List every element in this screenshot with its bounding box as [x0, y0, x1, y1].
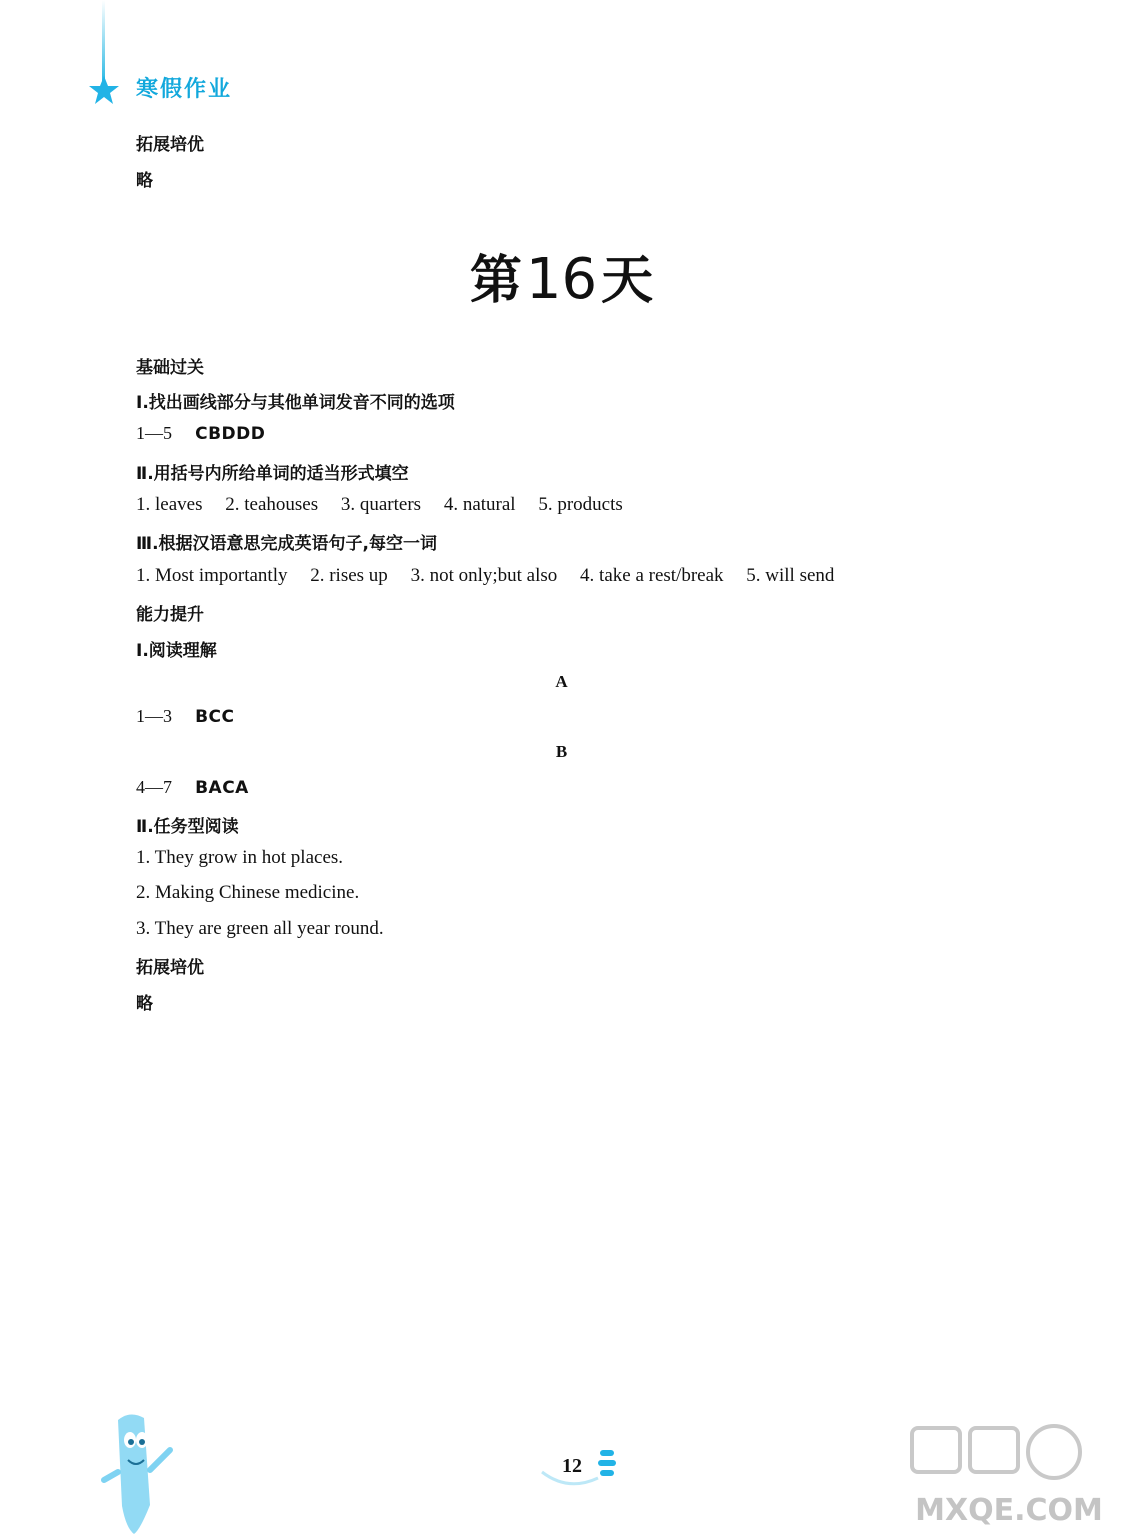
prev-extension-heading: 拓展培优	[136, 135, 204, 155]
passage-a-answer-line	[136, 706, 235, 727]
basic-part1-range: 1—5	[136, 423, 172, 443]
basic-part2-item: 5. products	[538, 494, 623, 515]
basic-part3-answers	[136, 565, 852, 587]
passage-a-range: 1—3	[136, 706, 172, 726]
basic-part2-item: 1. leaves	[136, 494, 203, 515]
series-title: 寒假作业	[136, 77, 233, 102]
task-reading-item: 2. Making Chinese medicine.	[136, 882, 360, 903]
basic-part3-item: 5. will send	[746, 565, 835, 586]
passage-b-label: B	[555, 742, 568, 761]
prev-extension-content: 略	[136, 171, 153, 191]
basic-part2-item: 4. natural	[443, 494, 516, 515]
basic-part3-item: 4. take a rest/break	[580, 565, 724, 586]
day-title-suffix: 天	[601, 251, 654, 311]
basic-part1-answers: CBDDD	[195, 424, 266, 444]
basic-part2-item: 3. quarters	[340, 494, 422, 515]
pencil-mascot-icon	[100, 1410, 190, 1536]
passage-b-range: 4—7	[136, 777, 172, 797]
svg-text:MXQE.COM: MXQE.COM	[915, 1493, 1103, 1528]
basic-part3-item: 3. not only;but also	[410, 565, 558, 586]
page-number: 12	[562, 1455, 582, 1477]
passage-b-answers: BACA	[195, 778, 249, 798]
watermark-logo	[904, 1420, 1114, 1530]
day-title-number: 16	[525, 247, 598, 312]
basic-part2-answers	[136, 494, 641, 516]
page-number-decor	[538, 1442, 626, 1492]
basic-part3-item: 1. Most importantly	[136, 565, 288, 586]
ability-heading: 能力提升	[136, 605, 204, 625]
passage-a-label: A	[555, 672, 568, 691]
day-title-prefix: 第	[469, 251, 522, 311]
header-decor-line	[102, 0, 105, 84]
basic-part3-item: 2. rises up	[310, 565, 388, 586]
basic-part2-item: 2. teahouses	[225, 494, 319, 515]
task-reading-item: 3. They are green all year round.	[136, 918, 384, 939]
basic-part1-answer-line	[136, 423, 265, 444]
basic-part1-title: Ⅰ.找出画线部分与其他单词发音不同的选项	[136, 393, 455, 413]
day-title	[0, 238, 1123, 313]
task-reading-item: 1. They grow in hot places.	[136, 847, 344, 868]
star-icon	[88, 74, 120, 106]
passage-a-answers: BCC	[195, 707, 235, 727]
passage-b-answer-line	[136, 777, 249, 798]
task-reading-title: Ⅱ.任务型阅读	[136, 817, 239, 837]
extension-content: 略	[136, 994, 153, 1014]
basic-part3-title: Ⅲ.根据汉语意思完成英语句子,每空一词	[136, 534, 437, 554]
basic-part2-title: Ⅱ.用括号内所给单词的适当形式填空	[136, 464, 409, 484]
extension-heading: 拓展培优	[136, 958, 204, 978]
basic-heading: 基础过关	[136, 358, 204, 378]
reading-title: Ⅰ.阅读理解	[136, 641, 217, 661]
